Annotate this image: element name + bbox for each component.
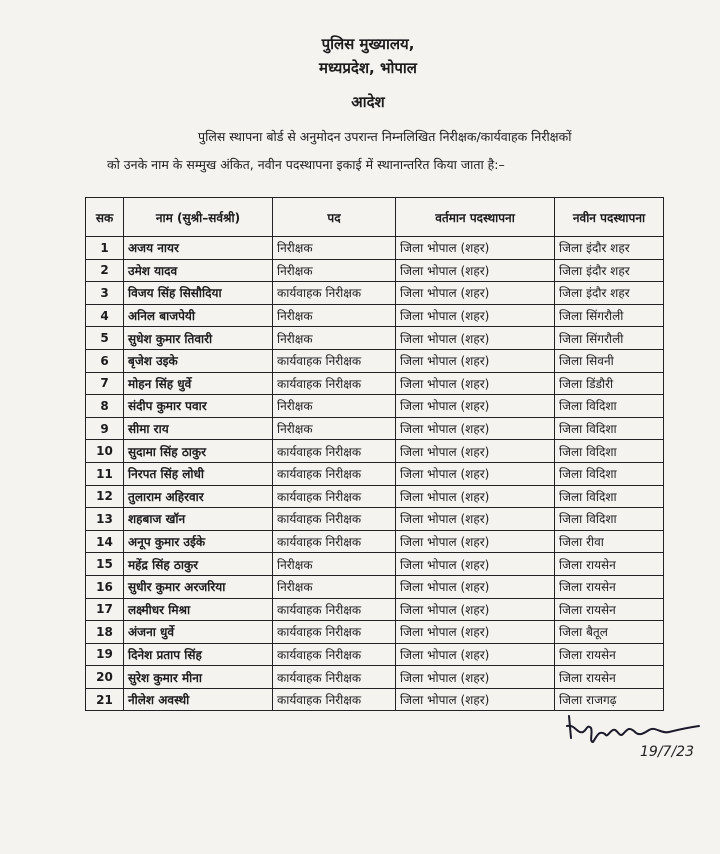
current-posting-cell: जिला भोपाल (शहर)	[396, 485, 555, 508]
serial-cell: 8	[86, 395, 124, 418]
table-row	[86, 282, 664, 305]
post-cell: कार्यवाहक निरीक्षक	[273, 462, 396, 485]
new-posting-cell: जिला रायसेन	[555, 575, 664, 598]
name-cell: बृजेश उइके	[124, 349, 273, 372]
new-posting-cell: जिला डिंडौरी	[555, 372, 664, 395]
name-cell: उमेश यादव	[124, 259, 273, 282]
office-location: मध्यप्रदेश, भोपाल	[319, 59, 417, 77]
new-posting-cell: जिला सिवनी	[555, 349, 664, 372]
serial-cell: 12	[86, 485, 124, 508]
serial-cell: 9	[86, 417, 124, 440]
current-posting-cell: जिला भोपाल (शहर)	[396, 508, 555, 531]
table-row	[86, 259, 664, 282]
post-cell: कार्यवाहक निरीक्षक	[273, 349, 396, 372]
table-row	[86, 417, 664, 440]
table-row	[86, 462, 664, 485]
post-cell: कार्यवाहक निरीक्षक	[273, 621, 396, 644]
serial-cell: 13	[86, 508, 124, 531]
post-cell: कार्यवाहक निरीक्षक	[273, 372, 396, 395]
name-cell: नीलेश अवस्थी	[124, 688, 273, 711]
new-posting-cell: जिला विदिशा	[555, 485, 664, 508]
serial-cell: 11	[86, 462, 124, 485]
new-posting-cell: जिला विदिशा	[555, 440, 664, 463]
name-cell: अजय नायर	[124, 237, 273, 260]
intro-line-2: को उनके नाम के सम्मुख अंकित, नवीन पदस्थापना इकाई में स्थानान्तरित किया जाता है:–	[107, 157, 505, 172]
post-cell: निरीक्षक	[273, 417, 396, 440]
header-new-posting: नवीन पदस्थापना	[555, 198, 664, 237]
header-name: नाम (सुश्री–सर्वश्री)	[124, 198, 273, 237]
new-posting-cell: जिला विदिशा	[555, 417, 664, 440]
name-cell: अंजना धुर्वे	[124, 621, 273, 644]
transfer-table	[85, 197, 664, 711]
post-cell: निरीक्षक	[273, 237, 396, 260]
post-cell: कार्यवाहक निरीक्षक	[273, 688, 396, 711]
table-row	[86, 304, 664, 327]
current-posting-cell: जिला भोपाल (शहर)	[396, 688, 555, 711]
serial-cell: 21	[86, 688, 124, 711]
table-row	[86, 530, 664, 553]
table-row	[86, 508, 664, 531]
post-cell: कार्यवाहक निरीक्षक	[273, 598, 396, 621]
post-cell: निरीक्षक	[273, 395, 396, 418]
new-posting-cell: जिला रायसेन	[555, 553, 664, 576]
name-cell: सुरेश कुमार मीना	[124, 666, 273, 689]
signature-date: 19/7/23	[640, 744, 694, 760]
table-header-row	[86, 198, 664, 237]
current-posting-cell: जिला भोपाल (शहर)	[396, 417, 555, 440]
post-cell: निरीक्षक	[273, 327, 396, 350]
new-posting-cell: जिला बैतूल	[555, 621, 664, 644]
post-cell: निरीक्षक	[273, 553, 396, 576]
post-cell: कार्यवाहक निरीक्षक	[273, 282, 396, 305]
current-posting-cell: जिला भोपाल (शहर)	[396, 237, 555, 260]
new-posting-cell: जिला इंदौर शहर	[555, 282, 664, 305]
table-row	[86, 327, 664, 350]
current-posting-cell: जिला भोपाल (शहर)	[396, 282, 555, 305]
header-current-posting: वर्तमान पदस्थापना	[396, 198, 555, 237]
serial-cell: 3	[86, 282, 124, 305]
serial-cell: 10	[86, 440, 124, 463]
table-row	[86, 237, 664, 260]
serial-cell: 4	[86, 304, 124, 327]
serial-cell: 1	[86, 237, 124, 260]
name-cell: सुधीर कुमार अरजरिया	[124, 575, 273, 598]
new-posting-cell: जिला विदिशा	[555, 462, 664, 485]
current-posting-cell: जिला भोपाल (शहर)	[396, 643, 555, 666]
table-row	[86, 666, 664, 689]
table-row	[86, 643, 664, 666]
serial-cell: 16	[86, 575, 124, 598]
name-cell: अनिल बाजपेयी	[124, 304, 273, 327]
name-cell: अनूप कुमार उईके	[124, 530, 273, 553]
current-posting-cell: जिला भोपाल (शहर)	[396, 530, 555, 553]
current-posting-cell: जिला भोपाल (शहर)	[396, 395, 555, 418]
current-posting-cell: जिला भोपाल (शहर)	[396, 598, 555, 621]
new-posting-cell: जिला रायसेन	[555, 666, 664, 689]
name-cell: तुलाराम अहिरवार	[124, 485, 273, 508]
serial-cell: 2	[86, 259, 124, 282]
new-posting-cell: जिला सिंगरौली	[555, 327, 664, 350]
serial-cell: 19	[86, 643, 124, 666]
current-posting-cell: जिला भोपाल (शहर)	[396, 553, 555, 576]
name-cell: निरपत सिंह लोधी	[124, 462, 273, 485]
current-posting-cell: जिला भोपाल (शहर)	[396, 462, 555, 485]
name-cell: शहबाज खॉन	[124, 508, 273, 531]
table-row	[86, 575, 664, 598]
new-posting-cell: जिला राजगढ़	[555, 688, 664, 711]
table-row	[86, 440, 664, 463]
table-row	[86, 349, 664, 372]
new-posting-cell: जिला सिंगरौली	[555, 304, 664, 327]
post-cell: निरीक्षक	[273, 575, 396, 598]
serial-cell: 7	[86, 372, 124, 395]
current-posting-cell: जिला भोपाल (शहर)	[396, 259, 555, 282]
new-posting-cell: जिला विदिशा	[555, 395, 664, 418]
new-posting-cell: जिला इंदौर शहर	[555, 259, 664, 282]
serial-cell: 17	[86, 598, 124, 621]
post-cell: निरीक्षक	[273, 259, 396, 282]
table-row	[86, 621, 664, 644]
post-cell: कार्यवाहक निरीक्षक	[273, 530, 396, 553]
name-cell: महेंद्र सिंह ठाकुर	[124, 553, 273, 576]
name-cell: लक्ष्मीधर मिश्रा	[124, 598, 273, 621]
post-cell: कार्यवाहक निरीक्षक	[273, 643, 396, 666]
serial-cell: 20	[86, 666, 124, 689]
header-post: पद	[273, 198, 396, 237]
current-posting-cell: जिला भोपाल (शहर)	[396, 621, 555, 644]
post-cell: कार्यवाहक निरीक्षक	[273, 508, 396, 531]
table-row	[86, 553, 664, 576]
new-posting-cell: जिला रायसेन	[555, 643, 664, 666]
table-row	[86, 395, 664, 418]
current-posting-cell: जिला भोपाल (शहर)	[396, 372, 555, 395]
table-row	[86, 372, 664, 395]
office-name: पुलिस मुख्यालय,	[321, 35, 415, 53]
new-posting-cell: जिला रीवा	[555, 530, 664, 553]
table-body	[86, 237, 664, 711]
serial-cell: 18	[86, 621, 124, 644]
name-cell: संदीप कुमार पवार	[124, 395, 273, 418]
current-posting-cell: जिला भोपाल (शहर)	[396, 304, 555, 327]
post-cell: कार्यवाहक निरीक्षक	[273, 440, 396, 463]
name-cell: मोहन सिंह धुर्वे	[124, 372, 273, 395]
current-posting-cell: जिला भोपाल (शहर)	[396, 575, 555, 598]
name-cell: सुदामा सिंह ठाकुर	[124, 440, 273, 463]
serial-cell: 5	[86, 327, 124, 350]
intro-line-1: पुलिस स्थापना बोर्ड से अनुमोदन उपरान्त निम्नलिखित निरीक्षक/कार्यवाहक निरीक्षकों	[198, 129, 572, 144]
table-row	[86, 688, 664, 711]
name-cell: दिनेश प्रताप सिंह	[124, 643, 273, 666]
header-serial: सक	[86, 198, 124, 237]
new-posting-cell: जिला रायसेन	[555, 598, 664, 621]
current-posting-cell: जिला भोपाल (शहर)	[396, 349, 555, 372]
serial-cell: 15	[86, 553, 124, 576]
serial-cell: 14	[86, 530, 124, 553]
current-posting-cell: जिला भोपाल (शहर)	[396, 440, 555, 463]
name-cell: सीमा राय	[124, 417, 273, 440]
order-title: आदेश	[351, 93, 385, 111]
current-posting-cell: जिला भोपाल (शहर)	[396, 327, 555, 350]
post-cell: कार्यवाहक निरीक्षक	[273, 666, 396, 689]
current-posting-cell: जिला भोपाल (शहर)	[396, 666, 555, 689]
table-row	[86, 598, 664, 621]
new-posting-cell: जिला विदिशा	[555, 508, 664, 531]
post-cell: कार्यवाहक निरीक्षक	[273, 485, 396, 508]
serial-cell: 6	[86, 349, 124, 372]
table-row	[86, 485, 664, 508]
post-cell: निरीक्षक	[273, 304, 396, 327]
name-cell: सुधेश कुमार तिवारी	[124, 327, 273, 350]
new-posting-cell: जिला इंदौर शहर	[555, 237, 664, 260]
name-cell: विजय सिंह सिसौदिया	[124, 282, 273, 305]
